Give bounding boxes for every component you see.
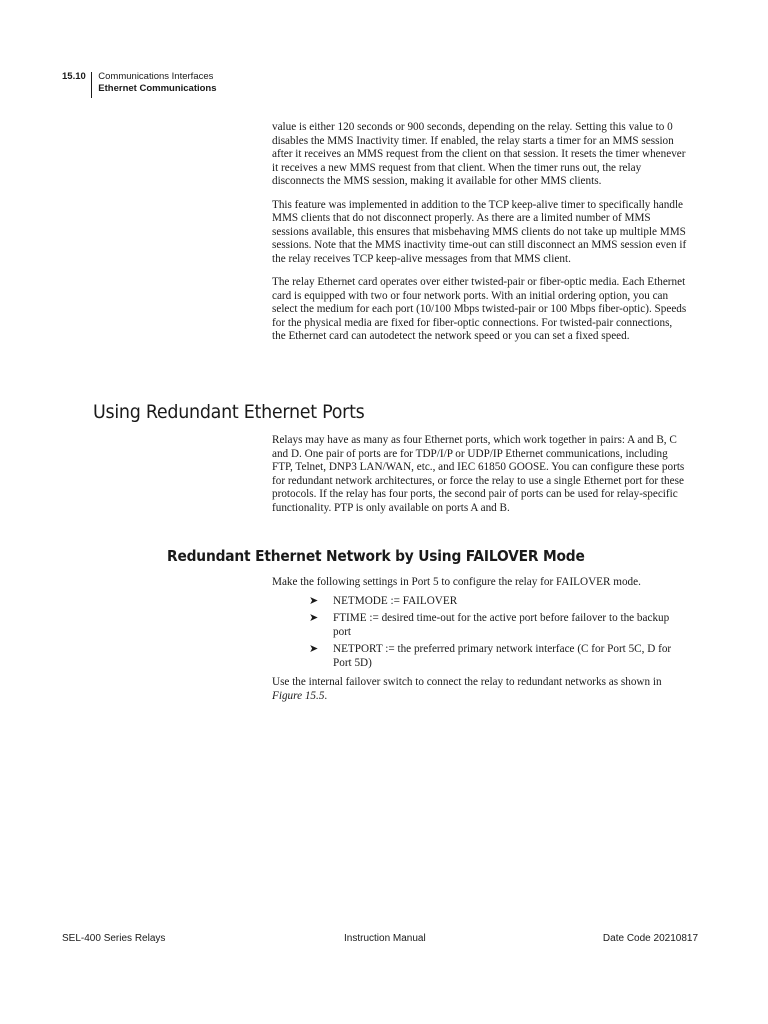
list-item bbox=[272, 643, 687, 670]
header-divider bbox=[91, 72, 93, 98]
paragraph-ethernet-card: The relay Ethernet card operates over either twisted-pair or fiber-optic media. Each Ethernet card is equipped with two or four network ports. With an initial ordering option, you can select the medium for each port (10/100 Mbps twisted-pair or 100 Mbps fiber-optic). Speeds for the physical media are fixed for fiber-optic connections. For twisted-pair connections, the Ethernet card can autodetect the network speed or you can set a fixed speed. bbox=[272, 276, 687, 342]
body-text-block bbox=[272, 121, 687, 344]
arrow-bullet-icon: ➤ bbox=[309, 612, 319, 624]
figure-reference-link[interactable]: Figure 15.5 bbox=[272, 689, 325, 702]
section-title: Ethernet Communications bbox=[98, 83, 217, 94]
footer-manual: Instruction Manual bbox=[344, 933, 426, 944]
settings-list bbox=[272, 595, 687, 671]
running-header bbox=[62, 71, 217, 98]
arrow-bullet-icon: ➤ bbox=[309, 594, 319, 607]
failover-block bbox=[272, 576, 687, 703]
closing-text: Use the internal failover switch to connect the relay to redundant networks as shown in bbox=[272, 676, 662, 688]
paragraph-failover-intro: Make the following settings in Port 5 to configure the relay for FAILOVER mode. bbox=[272, 576, 641, 588]
chapter-title: Communications Interfaces bbox=[98, 71, 214, 82]
setting-netport: NETPORT := the preferred primary network interface (C for Port 5C, D for Port 5D) bbox=[333, 643, 672, 669]
paragraph-failover-switch bbox=[272, 676, 687, 703]
closing-period: . bbox=[324, 689, 328, 702]
list-item bbox=[272, 612, 687, 639]
header-titles bbox=[98, 71, 216, 95]
paragraph-redundant-ports: Relays may have as many as four Ethernet ports, which work together in pairs: A and B, C and D. One pair of ports are for TDP/I/P or UDP/IP Ethernet communications, including FTP, Telnet, DNP3 LAN/WAN, etc., and IEC 61850 GOOSE. You can configure these ports for redundant network architectures, or force the relay to use a single Ethernet port for these protocols. If the relay has four ports, the second pair of ports can be used for relay-specific functionality. PTP is only available on ports A and B. bbox=[272, 434, 685, 514]
arrow-bullet-icon: ➤ bbox=[309, 643, 319, 655]
subsection-heading: Redundant Ethernet Network by Using FAILOVER Mode bbox=[167, 547, 585, 565]
page-footer bbox=[62, 933, 698, 947]
redundant-ports-block bbox=[272, 434, 687, 515]
setting-ftime: FTIME := desired time-out for the active port before failover to the backup port bbox=[333, 612, 670, 638]
list-item bbox=[272, 595, 687, 609]
paragraph-mms-timer: value is either 120 seconds or 900 seconds, depending on the relay. Setting this value to 0 disables the MMS Inactivity timer. If enabled, the relay starts a timer for an MMS session after it receives an MMS request from the client on that session. It resets the timer whenever it receives a new MMS request from that client. When the timer runs out, the relay disconnects the MMS session, making it available for other MMS clients. bbox=[272, 121, 686, 187]
paragraph-keepalive: This feature was implemented in addition to the TCP keep-alive timer to specifically handle MMS clients that do not disconnect properly. As there are a limited number of MMS sessions available, this ensures that misbehaving MMS clients do not take up multiple MMS sessions. Note that the MMS inactivity time-out can still disconnect an MMS session even if the relay receives TCP keep-alive messages from that MMS client. bbox=[272, 198, 687, 265]
setting-netmode: NETMODE := FAILOVER bbox=[333, 594, 458, 607]
page-number: 15.10 bbox=[62, 71, 86, 82]
footer-date-code: Date Code 20210817 bbox=[602, 933, 698, 944]
footer-product: SEL-400 Series Relays bbox=[62, 933, 166, 944]
section-heading: Using Redundant Ethernet Ports bbox=[93, 401, 365, 423]
